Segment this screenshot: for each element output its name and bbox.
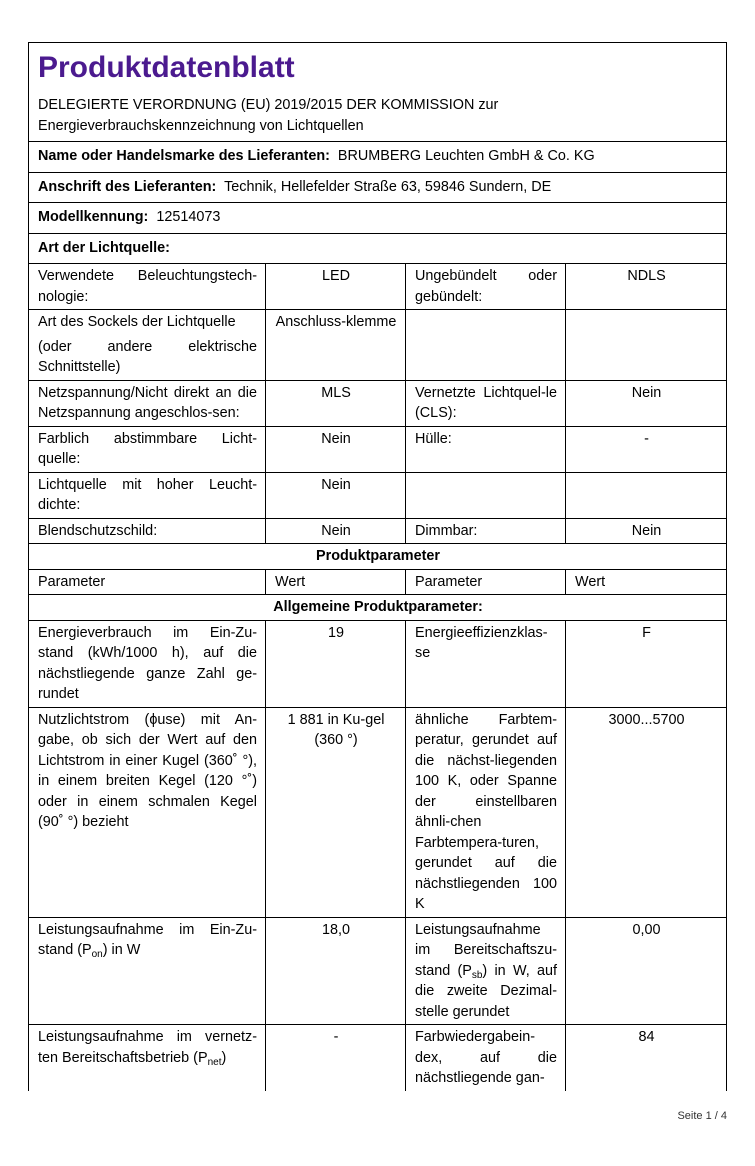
regulation-line-1: DELEGIERTE VERORDNUNG (EU) 2019/2015 DER KOMMISSION zur — [38, 97, 499, 113]
column-header-parameter-2: Parameter — [406, 569, 566, 595]
table-row: Leistungsaufnahme im Ein-Zu-stand $(P_{on})$ in W 18,0 Leistungsaufnahme im Bereitschaftszu-stand $(P_{sb})$ in W, auf die zweite Dezimal-stelle gerundet 0,00 — [29, 917, 727, 1025]
page-title: Produktdatenblatt — [38, 51, 295, 84]
product-parameters-heading-row — [29, 544, 727, 570]
model-label: Modellkennung: — [38, 209, 149, 225]
column-header-parameter: Parameter — [29, 569, 266, 595]
column-header-row — [29, 569, 727, 595]
datasheet — [28, 42, 726, 1091]
table-row: Nutzlichtstrom (ϕuse) mit An-gabe, ob sich der Wert auf den Lichtstrom in einer Kugel (360˚ °), in einem breiten Kegel (120 °˚) oder in einem schmalen Kegel (90˚ °) bezieht 1 881 in Ku-gel (360 °) ähnliche Farbtem-peratur, gerundet auf die nächst-liegenden 100 K, oder Spanne der einstellbaren ähnli-chen Farbtempera-turen, gerundet auf die nächstliegenden 100 K 3000...5700 — [29, 707, 727, 917]
general-parameters-heading-row — [29, 595, 727, 621]
table-row: Art des Sockels der Lichtquelle (oder andere elektrische Schnittstelle) Anschluss-klemme — [29, 310, 727, 381]
model-row — [29, 203, 727, 234]
table-row: Verwendete Beleuchtungstech-nologie: LED Ungebündelt oder gebündelt: NDLS — [29, 264, 727, 310]
model-value: 12514073 — [156, 209, 221, 225]
supplier-name-value: BRUMBERG Leuchten GmbH & Co. KG — [337, 148, 595, 164]
column-header-value: Wert — [266, 569, 406, 595]
page-number: Seite 1 / 4 — [677, 1110, 727, 1122]
table-row: Blendschutzschild: Nein Dimmbar: Nein — [29, 518, 727, 544]
table-row: Netzspannung/Nicht direkt an die Netzspannung angeschlos-sen: MLS Vernetzte Lichtquel-le (CLS): Nein — [29, 380, 727, 426]
supplier-address-label: Anschrift des Lieferanten: — [38, 178, 217, 195]
supplier-address-value: Technik, Hellefelder Straße 63, 59846 Sundern, DE — [224, 178, 552, 195]
light-source-type-label: Art der Lichtquelle: — [38, 239, 170, 256]
header-row — [29, 43, 727, 142]
table-row: Leistungsaufnahme im vernetz-ten Bereitschaftsbetrieb $(P_{net})$ - Farbwiedergabein-dex, auf die nächstliegende gan- 84 — [29, 1025, 727, 1091]
table-row: Lichtquelle mit hoher Leucht-dichte: Nein — [29, 472, 727, 518]
product-parameters-heading: Produktparameter — [29, 544, 727, 570]
regulation-line-2: Energieverbrauchskennzeichnung von Lichtquellen — [38, 117, 364, 134]
header-cell — [29, 43, 727, 142]
supplier-name-row — [29, 142, 727, 173]
supplier-address-row — [29, 172, 727, 203]
table-row: Farblich abstimmbare Licht-quelle: Nein Hülle: - — [29, 426, 727, 472]
supplier-name-label: Name oder Handelsmarke des Lieferanten: — [38, 148, 330, 164]
table-row: Energieverbrauch im Ein-Zu-stand (kWh/1000 h), auf die nächstliegende ganze Zahl ge-rundet 19 Energieeffizienzklas-se F — [29, 620, 727, 707]
light-source-type-row — [29, 233, 727, 264]
column-header-value-2: Wert — [566, 569, 727, 595]
general-parameters-heading: Allgemeine Produktparameter: — [29, 595, 727, 621]
datasheet-table — [28, 42, 727, 1091]
